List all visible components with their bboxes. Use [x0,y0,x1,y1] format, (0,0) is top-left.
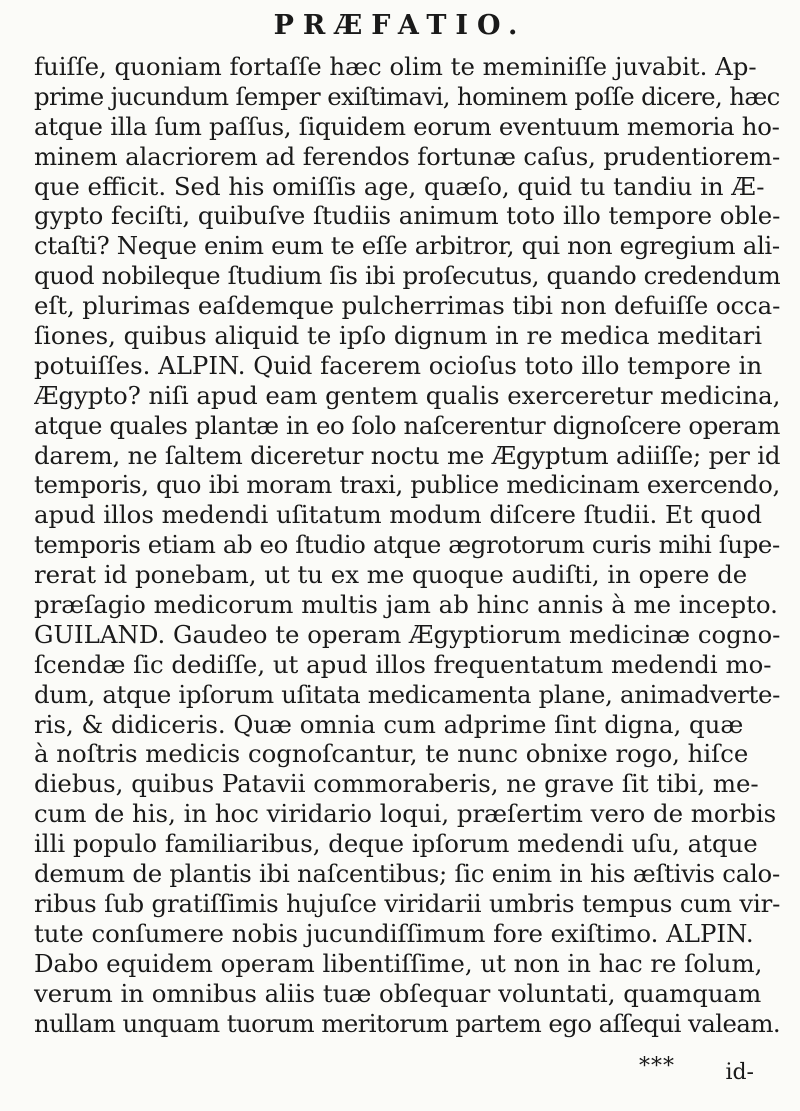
text-line: GUILAND. Gaudeo te operam Ægyptiorum medicinæ cogno- [34,619,780,649]
catchword: id- [725,1060,754,1085]
text-line: darem, ne ſaltem diceretur noctu me Ægyptum adiiſſe; per id [34,440,780,470]
text-line: tute conſumere nobis jucundiſſimum fore exiſtimo. ALPIN. [34,918,754,948]
text-line: atque quales plantæ in eo ſolo naſcerentur dignoſcere operam [34,410,780,440]
body-text [34,52,780,1038]
text-line: quod nobileque ſtudium ſis ibi proſecutus, quando credendum [34,261,780,291]
text-line: diebus, quibus Patavii commoraberis, ne grave ſit tibi, me- [34,769,759,799]
text-line: que efficit. Sed his omiſſis age, quæſo, quid tu tandiu in Æ- [34,171,765,201]
text-line: temporis etiam ab eo ſtudio atque ægrotorum curis mihi ſupe- [34,530,780,560]
text-line: temporis, quo ibi moram traxi, publice medicinam exercendo, [34,470,780,500]
text-line: prime jucundum ſemper exiſtimavi, hominem poſſe dicere, hæc [34,81,780,111]
text-line: minem alacriorem ad ferendos fortunæ caſus, prudentiorem- [34,141,780,171]
text-line: ris, & didiceris. Quæ omnia cum adprime ſint digna, quæ [34,709,744,739]
text-line: demum de plantis ibi naſcentibus; ſic enim in his æſtivis calo- [34,859,780,889]
text-line: ſcendæ ſic dediſſe, ut apud illos frequentatum medendi mo- [34,649,772,679]
running-head: PRÆFATIO. [273,10,527,41]
text-line: cum de his, in hoc viridario loqui, præſertim vero de morbis [34,799,777,829]
text-line: gypto feciſti, quibuſve ſtudiis animum toto illo tempore oble- [34,201,780,231]
text-line: ſiones, quibus aliquid te ipſo dignum in re medica meditari [34,321,763,351]
text-line: dum, atque ipſorum uſitata medicamenta plane, animadverte- [34,679,780,709]
text-line: ctaſti? Neque enim eum te eſſe arbitror, qui non egregium ali- [34,231,780,261]
text-line: eſt, plurimas eaſdemque pulcherrimas tibi non defuiſſe occa- [34,291,780,321]
text-line: præſagio medicorum multis jam ab hinc annis à me incepto. [34,590,778,620]
text-line: fuiſſe, quoniam fortaſſe hæc olim te meminiſſe juvabit. Ap- [34,52,757,81]
text-line: apud illos medendi uſitatum modum diſcere ſtudii. Et quod [34,500,762,530]
text-line: illi populo familiaribus, deque ipſorum medendi uſu, atque [34,829,758,859]
text-line: rerat id ponebam, ut tu ex me quoque audiſti, in opere de [34,560,748,590]
text-line: nullam unquam tuorum meritorum partem ego aſſequi valeam. [34,1008,780,1038]
signature-mark: *** [639,1054,675,1079]
text-line: ribus ſub gratiſſimis hujuſce viridarii umbris tempus cum vir- [34,888,780,918]
text-line: verum in omnibus aliis tuæ obſequar voluntati, quamquam [34,978,762,1008]
text-line: à noſtris medicis cognoſcantur, te nunc obnixe rogo, hiſce [34,739,749,769]
text-line: atque illa ſum paſſus, ſiquidem eorum eventuum memoria ho- [34,111,780,141]
text-line: Dabo equidem operam libentiſſime, ut non in hac re ſolum, [34,948,763,978]
text-line: potuiſſes. ALPIN. Quid facerem ocioſus toto illo tempore in [34,350,763,380]
text-line: Ægypto? niſi apud eam gentem qualis exerceretur medicina, [34,380,780,410]
